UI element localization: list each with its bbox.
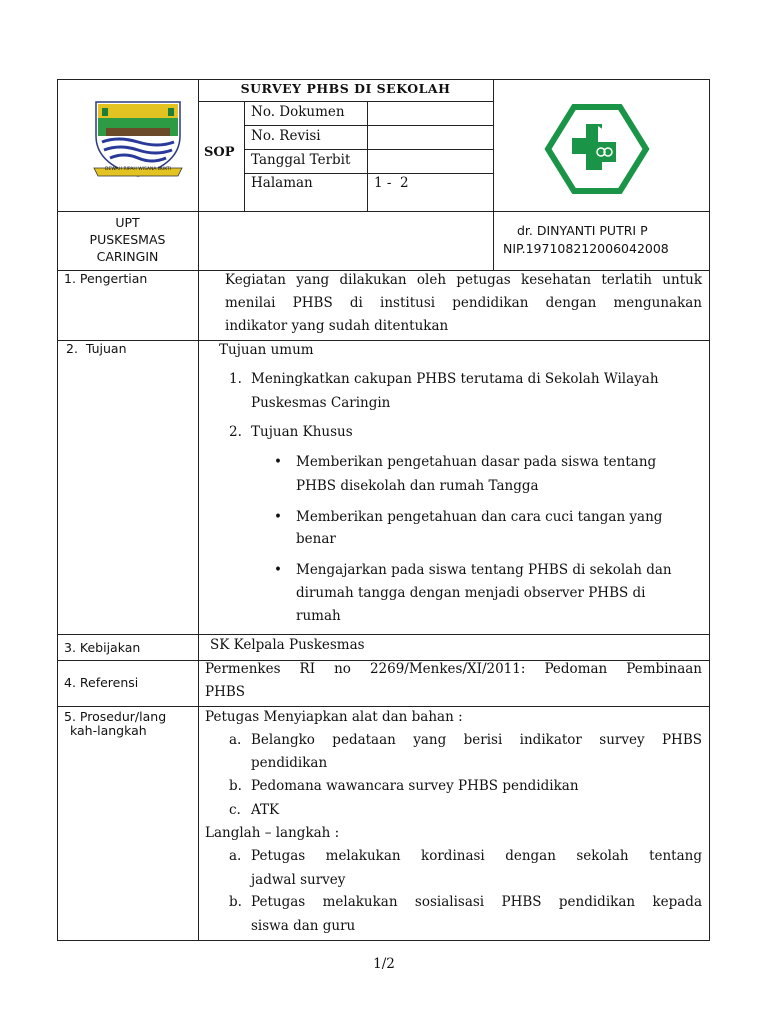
prosedur-item-a-mark: a.	[229, 732, 242, 748]
langkah-step-b-mark: b.	[229, 894, 242, 910]
tujuan-bullet-1-line-2: PHBS disekolah dan rumah Tangga	[296, 478, 539, 494]
crest-banner-text: DEWAH RIPAH WISANA BUKTI	[105, 167, 171, 172]
bullet-icon: •	[274, 562, 282, 578]
org-line-caringin: CARINGIN	[96, 249, 159, 264]
section-label-pengertian: 1. Pengertian	[64, 271, 148, 286]
tujuan-khusus-title: Tujuan Khusus	[251, 424, 353, 440]
prosedur-item-a-line-1: Belangko pedataan yang berisi indikator survey PHBS	[251, 732, 702, 748]
langkah-step-a-line-2: jadwal survey	[251, 872, 346, 888]
tujuan-item-1-line-2: Puskesmas Caringin	[251, 395, 391, 411]
langkah-title: Langlah – langkah :	[205, 825, 340, 841]
meta-value-halaman: 1 - 2	[374, 175, 409, 191]
langkah-step-b-line-1: Petugas melakukan sosialisasi PHBS pendidikan kepada	[251, 894, 702, 910]
prosedur-item-b-mark: b.	[229, 778, 242, 794]
tujuan-bullet-1-line-1: Memberikan pengetahuan dasar pada siswa tentang	[296, 454, 657, 470]
org-line-puskesmas: PUSKESMAS	[89, 232, 166, 247]
tujuan-item-2-number: 2.	[229, 424, 242, 440]
section-label-prosedur-line-2: kah-langkah	[70, 723, 147, 738]
section-label-kebijakan: 3. Kebijakan	[64, 640, 141, 655]
tujuan-bullet-2-line-1: Memberikan pengetahuan dan cara cuci tangan yang	[296, 509, 663, 525]
pengertian-line-3: indikator yang sudah ditentukan	[225, 318, 449, 334]
meta-label-no-dokumen: No. Dokumen	[251, 104, 345, 120]
pengertian-line-2: menilai PHBS di institusi pendidikan dengan mengunakan	[225, 295, 702, 311]
tujuan-bullet-3-line-1: Mengajarkan pada siswa tentang PHBS di sekolah dan	[296, 562, 672, 578]
meta-label-no-revisi: No. Revisi	[251, 128, 321, 144]
section-label-prosedur-line-1: 5. Prosedur/lang	[64, 709, 167, 724]
sop-label: SOP	[204, 145, 235, 160]
org-line-upt: UPT	[115, 215, 140, 230]
regional-crest-logo	[88, 96, 188, 186]
signer-name: dr. DINYANTI PUTRI P	[517, 223, 648, 238]
tujuan-bullet-3-line-2: dirumah tangga dengan menjadi observer PHBS di	[296, 585, 646, 601]
tujuan-item-1-number: 1.	[229, 371, 242, 387]
pengertian-line-1: Kegiatan yang dilakukan oleh petugas kesehatan terlatih untuk	[225, 272, 702, 288]
langkah-step-a-mark: a.	[229, 848, 242, 864]
section-label-tujuan: 2. Tujuan	[66, 341, 127, 356]
tujuan-bullet-3-line-3: rumah	[296, 608, 341, 624]
page-number: 1/2	[373, 956, 395, 972]
prosedur-item-c-mark: c.	[229, 802, 241, 818]
tujuan-item-1-line-1: Meningkatkan cakupan PHBS terutama di Sekolah Wilayah	[251, 371, 659, 387]
bullet-icon: •	[274, 454, 282, 470]
prosedur-item-b-line-1: Pedomana wawancara survey PHBS pendidikan	[251, 778, 579, 794]
puskesmas-logo	[544, 104, 650, 194]
document-title: SURVEY PHBS DI SEKOLAH	[240, 81, 451, 96]
meta-label-halaman: Halaman	[251, 175, 313, 191]
section-label-referensi: 4. Referensi	[64, 675, 139, 690]
referensi-line-2: PHBS	[205, 684, 246, 700]
prosedur-item-c-line-1: ATK	[251, 802, 280, 818]
prosedur-intro: Petugas Menyiapkan alat dan bahan :	[205, 709, 463, 725]
langkah-step-a-line-1: Petugas melakukan kordinasi dengan sekolah tentang	[251, 848, 702, 864]
bullet-icon: •	[274, 509, 282, 525]
tujuan-umum-title: Tujuan umum	[219, 342, 314, 358]
referensi-line-1: Permenkes RI no 2269/Menkes/XI/2011: Pedoman Pembinaan	[205, 661, 702, 677]
signer-nip: NIP.19710821200604200​8	[503, 241, 669, 256]
prosedur-item-a-line-2: pendidikan	[251, 755, 328, 771]
langkah-step-b-line-2: siswa dan guru	[251, 918, 356, 934]
health-cross-icon	[544, 104, 650, 194]
kebijakan-text: SK Kelpala Puskesmas	[210, 637, 365, 653]
tujuan-bullet-2-line-2: benar	[296, 531, 336, 547]
meta-label-tanggal-terbit: Tanggal Terbit	[251, 152, 351, 168]
